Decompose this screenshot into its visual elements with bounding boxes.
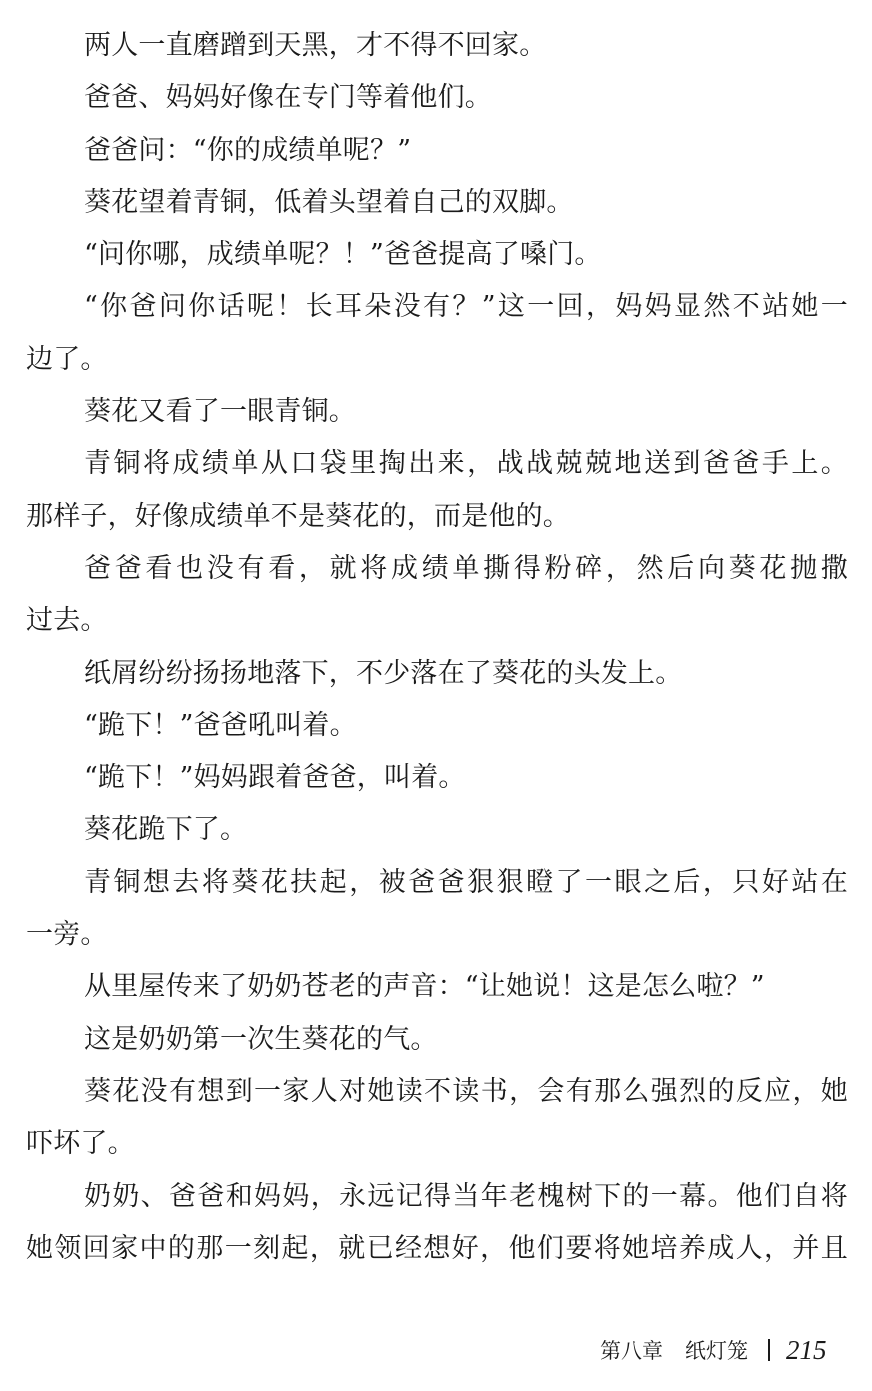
text-line: 葵花望着青铜，低着头望着自己的双脚。 bbox=[84, 186, 574, 218]
text-line: 这是奶奶第一次生葵花的气。 bbox=[84, 1023, 438, 1055]
text-line: 一旁。 bbox=[26, 919, 108, 951]
text-line: “跪下！”爸爸吼叫着。 bbox=[84, 709, 357, 741]
text-line: 葵花跪下了。 bbox=[84, 814, 248, 846]
text-line: 纸屑纷纷扬扬地落下，不少落在了葵花的头发上。 bbox=[84, 657, 683, 689]
text-line: 青铜想去将葵花扶起，被爸爸狠狠瞪了一眼之后，只好站在 bbox=[84, 866, 848, 898]
page-footer bbox=[600, 1330, 827, 1370]
page-number: 215 bbox=[786, 1334, 827, 1365]
text-line: “跪下！”妈妈跟着爸爸，叫着。 bbox=[84, 762, 466, 794]
text-line: 边了。 bbox=[26, 343, 108, 375]
text-line: 奶奶、爸爸和妈妈，永远记得当年老槐树下的一幕。他们自将 bbox=[84, 1180, 848, 1212]
footer-separator bbox=[768, 1339, 770, 1361]
text-line: 两人一直磨蹭到天黑，才不得不回家。 bbox=[84, 30, 547, 61]
page-body-text bbox=[26, 20, 848, 1275]
text-line: 葵花又看了一眼青铜。 bbox=[84, 396, 356, 428]
text-line: 过去。 bbox=[26, 605, 108, 637]
text-line: 那样子，好像成绩单不是葵花的，而是他的。 bbox=[26, 500, 570, 532]
text-line: “问你哪，成绩单呢？！”爸爸提高了嗓门。 bbox=[84, 239, 602, 271]
text-line: 爸爸、妈妈好像在专门等着他们。 bbox=[84, 82, 492, 114]
text-line: 吓坏了。 bbox=[26, 1128, 135, 1160]
text-line: 青铜将成绩单从口袋里掏出来，战战兢兢地送到爸爸手上。 bbox=[84, 448, 848, 480]
chapter-title: 纸灯笼 bbox=[685, 1339, 748, 1363]
chapter-label: 第八章 bbox=[600, 1339, 663, 1363]
text-line: 爸爸问：“你的成绩单呢？” bbox=[84, 134, 412, 166]
text-line: 从里屋传来了奶奶苍老的声音：“让她说！这是怎么啦？” bbox=[84, 971, 765, 1003]
text-line: 葵花没有想到一家人对她读不读书，会有那么强烈的反应，她 bbox=[84, 1075, 848, 1107]
text-line: 她领回家中的那一刻起，就已经想好，他们要将她培养成人，并且 bbox=[26, 1232, 848, 1264]
text-line: “你爸问你话呢！长耳朵没有？”这一回，妈妈显然不站她一 bbox=[84, 291, 848, 323]
text-line: 爸爸看也没有看，就将成绩单撕得粉碎，然后向葵花抛撒 bbox=[84, 552, 848, 584]
